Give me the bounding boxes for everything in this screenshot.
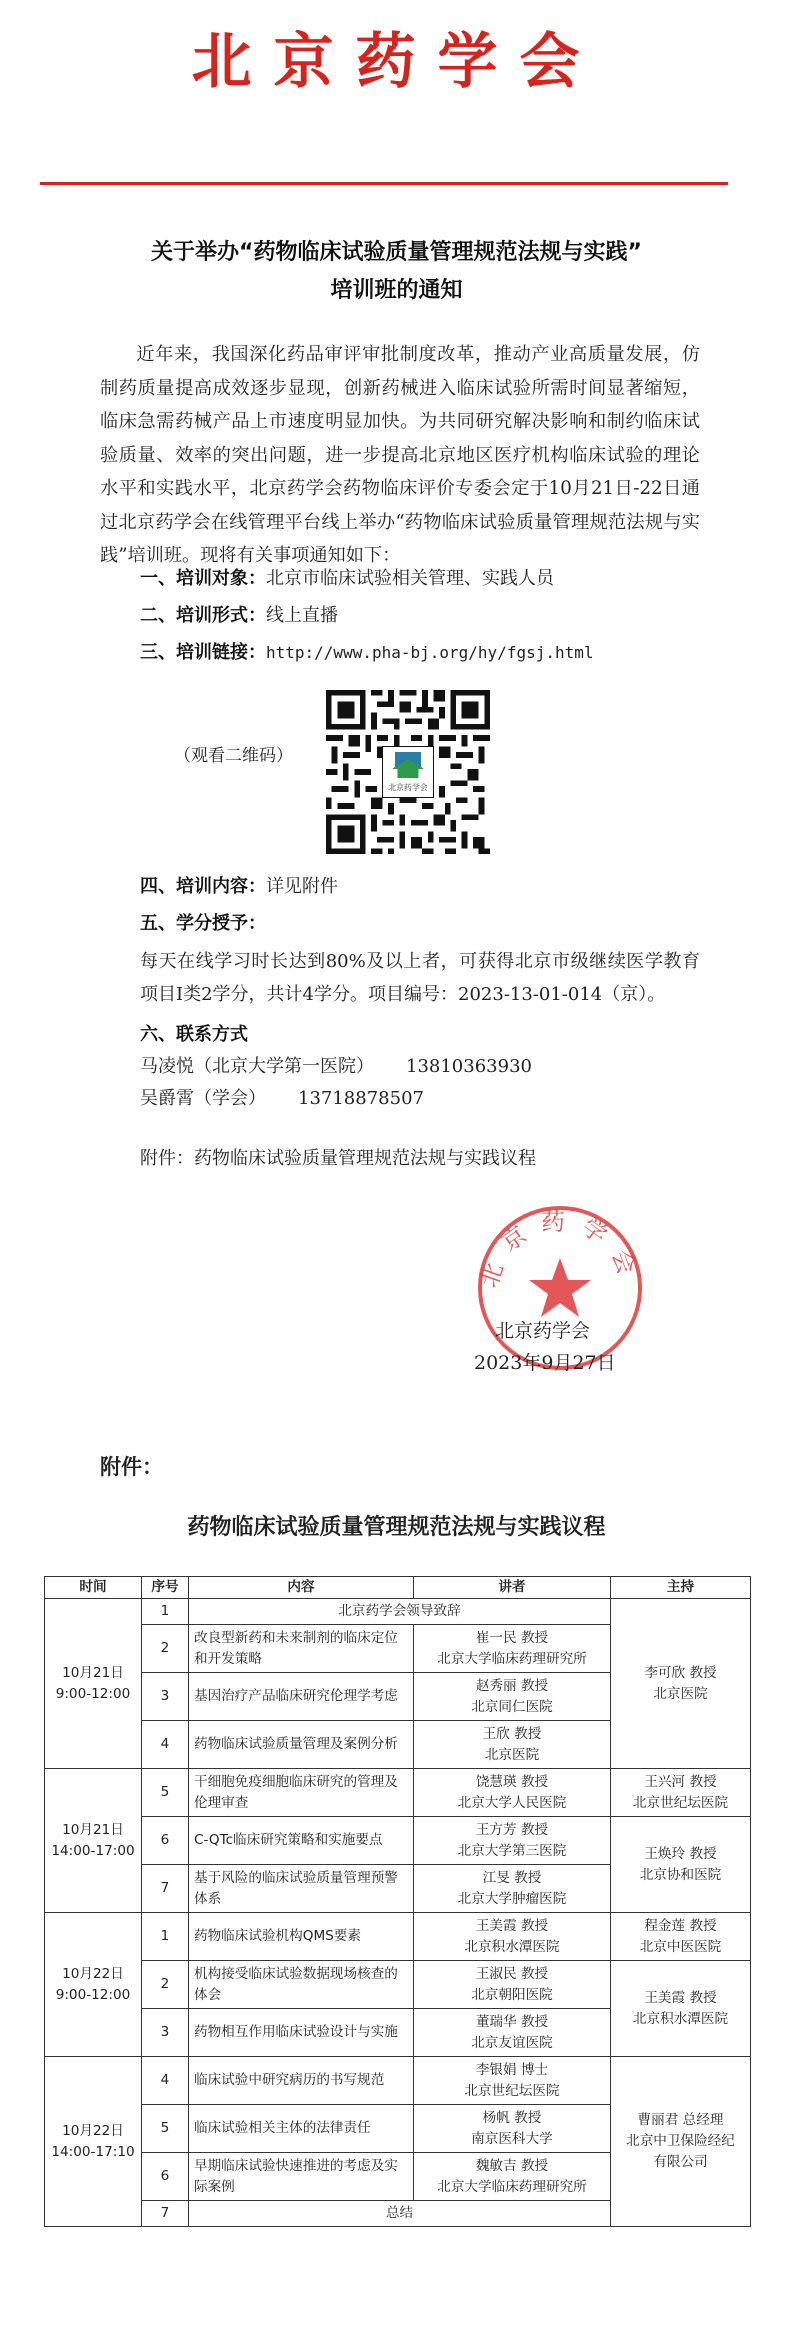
row-lecturer: 赵秀丽 教授 北京同仁医院	[414, 1673, 611, 1721]
agenda-table	[44, 1576, 751, 2227]
attachment-heading: 附件：	[100, 1455, 163, 1479]
row-topic: 改良型新药和未来制剂的临床定位和开发策略	[189, 1625, 414, 1673]
item-training-link	[140, 638, 594, 668]
table-row	[45, 1817, 751, 1865]
qr-code-icon[interactable]	[326, 690, 490, 854]
contact-phone: 13718878507	[298, 1088, 424, 1109]
row-number: 3	[142, 2009, 189, 2057]
item-label: 三、培训链接：	[140, 642, 266, 663]
item-label: 一、培训对象：	[140, 568, 266, 589]
table-row	[45, 1913, 751, 1961]
row-lecturer: 李银娟 博士 北京世纪坛医院	[414, 2057, 611, 2105]
credit-description: 每天在线学习时长达到80%及以上者，可获得北京市级继续医学教育项目Ⅰ类2学分，共计4学分。项目编号：2023-13-01-014（京）。	[140, 951, 700, 1005]
row-topic: 干细胞免疫细胞临床研究的管理及伦理审查	[189, 1769, 414, 1817]
row-lecturer: 王美霞 教授 北京积水潭医院	[414, 1913, 611, 1961]
row-topic: 机构接受临床试验数据现场核查的体会	[189, 1961, 414, 2009]
col-header-time: 时间	[45, 1577, 142, 1599]
item-label: 四、培训内容：	[140, 876, 266, 897]
contact-name: 马凌悦（北京大学第一医院）	[140, 1056, 374, 1077]
agenda-header-row	[45, 1577, 751, 1599]
row-number: 4	[142, 1721, 189, 1769]
table-row	[45, 1769, 751, 1817]
notice-intro-paragraph: 近年来，我国深化药品审评审批制度改革，推动产业高质量发展，仿制药质量提高成效逐步显现，创新药械进入临床试验所需时间显著缩短，临床急需药械产品上市速度明显加快。为共同研究解决影响和制约临床试验质量、效率的突出问题，进一步提高北京地区医疗机构临床试验的理论水平和实践水平，北京药学会药物临床评价专委会定于10月21日-22日通过北京药学会在线管理平台线上举办“药物临床试验质量管理规范法规与实践”培训班。现将有关事项通知如下：	[100, 344, 700, 566]
col-header-number: 序号	[142, 1577, 189, 1599]
letterhead-divider	[40, 182, 728, 185]
notice-title-line2: 培训班的通知	[330, 278, 463, 303]
row-topic: 药物临床试验机构QMS要素	[189, 1913, 414, 1961]
session-time: 10月21日 14:00-17:00	[45, 1769, 142, 1913]
row-topic: 药物临床试验质量管理及案例分析	[189, 1721, 414, 1769]
qr-caption: （观看二维码）	[174, 746, 293, 766]
item-training-format	[140, 601, 338, 631]
item-training-audience	[140, 564, 554, 594]
item-value: 详见附件	[266, 876, 338, 897]
row-host: 王美霞 教授 北京积水潭医院	[611, 1961, 751, 2057]
contact-phone: 13810363930	[406, 1056, 532, 1077]
contact-row	[140, 1052, 532, 1082]
table-row	[45, 1961, 751, 2009]
session-host: 曹丽君 总经理 北京中卫保险经纪 有限公司	[611, 2057, 751, 2227]
row-number: 4	[142, 2057, 189, 2105]
row-number: 5	[142, 1769, 189, 1817]
col-header-lecturer: 讲者	[414, 1577, 611, 1599]
row-lecturer: 崔一民 教授 北京大学临床药理研究所	[414, 1625, 611, 1673]
signature-organization: 北京药学会	[495, 1320, 591, 1342]
training-link[interactable]: http://www.pha-bj.org/hy/fgsj.html	[266, 643, 594, 662]
col-header-host: 主持	[611, 1577, 751, 1599]
row-topic: 基于风险的临床试验质量管理预警体系	[189, 1865, 414, 1913]
row-topic: 药物相互作用临床试验设计与实施	[189, 2009, 414, 2057]
col-header-content: 内容	[189, 1577, 414, 1599]
notice-title-line1: 关于举办“药物临床试验质量管理规范法规与实践”	[151, 240, 642, 265]
row-number: 1	[142, 1913, 189, 1961]
item-value: 线上直播	[266, 605, 338, 626]
row-number: 7	[142, 1865, 189, 1913]
row-host: 王兴河 教授 北京世纪坛医院	[611, 1769, 751, 1817]
item-value: 北京市临床试验相关管理、实践人员	[266, 568, 554, 589]
row-lecturer: 饶慧瑛 教授 北京大学人民医院	[414, 1769, 611, 1817]
row-topic: 早期临床试验快速推进的考虑及实际案例	[189, 2153, 414, 2201]
row-number: 7	[142, 2201, 189, 2227]
notice-title	[0, 234, 793, 310]
item-credit	[140, 909, 266, 939]
session-time: 10月21日 9:00-12:00	[45, 1599, 142, 1769]
row-number: 1	[142, 1599, 189, 1625]
row-lecturer: 江旻 教授 北京大学肿瘤医院	[414, 1865, 611, 1913]
row-topic: 临床试验中研究病历的书写规范	[189, 2057, 414, 2105]
row-lecturer: 王方芳 教授 北京大学第三医院	[414, 1817, 611, 1865]
item-training-content	[140, 872, 338, 902]
item-label: 二、培训形式：	[140, 605, 266, 626]
table-row	[45, 2057, 751, 2105]
row-number: 3	[142, 1673, 189, 1721]
row-lecturer: 王淑民 教授 北京朝阳医院	[414, 1961, 611, 2009]
row-host: 程金莲 教授 北京中医医院	[611, 1913, 751, 1961]
row-lecturer: 王欣 教授 北京医院	[414, 1721, 611, 1769]
item-label: 六、联系方式	[140, 1024, 248, 1045]
row-topic: 北京药学会领导致辞	[189, 1599, 611, 1625]
row-lecturer: 魏敏吉 教授 北京大学临床药理研究所	[414, 2153, 611, 2201]
table-row	[45, 1599, 751, 1625]
agenda-title: 药物临床试验质量管理规范法规与实践议程	[187, 1515, 606, 1540]
item-contacts	[140, 1020, 248, 1050]
row-lecturer: 董瑞华 教授 北京友谊医院	[414, 2009, 611, 2057]
contact-name: 吴爵霄（学会）	[140, 1088, 266, 1109]
signature-date: 2023年9月27日	[474, 1352, 616, 1374]
session-host: 李可欣 教授 北京医院	[611, 1599, 751, 1769]
row-topic: C-QTc临床研究策略和实施要点	[189, 1817, 414, 1865]
item-label: 五、学分授予：	[140, 913, 266, 934]
row-lecturer: 杨帆 教授 南京医科大学	[414, 2105, 611, 2153]
session-time: 10月22日 9:00-12:00	[45, 1913, 142, 2057]
row-topic: 基因治疗产品临床研究伦理学考虑	[189, 1673, 414, 1721]
session-time: 10月22日 14:00-17:10	[45, 2057, 142, 2227]
row-number: 5	[142, 2105, 189, 2153]
row-topic: 总结	[189, 2201, 611, 2227]
row-host: 王焕玲 教授 北京协和医院	[611, 1817, 751, 1913]
qr-logo-text: 北京药学会	[388, 783, 428, 793]
row-number: 2	[142, 1961, 189, 2009]
row-number: 6	[142, 1817, 189, 1865]
seal-text: 北京药学会	[474, 1208, 646, 1292]
row-number: 2	[142, 1625, 189, 1673]
attachment-reference: 附件：药物临床试验质量管理规范法规与实践议程	[140, 1148, 536, 1169]
row-topic: 临床试验相关主体的法律责任	[189, 2105, 414, 2153]
contact-row	[140, 1084, 424, 1114]
row-number: 6	[142, 2153, 189, 2201]
organization-letterhead: 北京药学会	[191, 27, 602, 97]
